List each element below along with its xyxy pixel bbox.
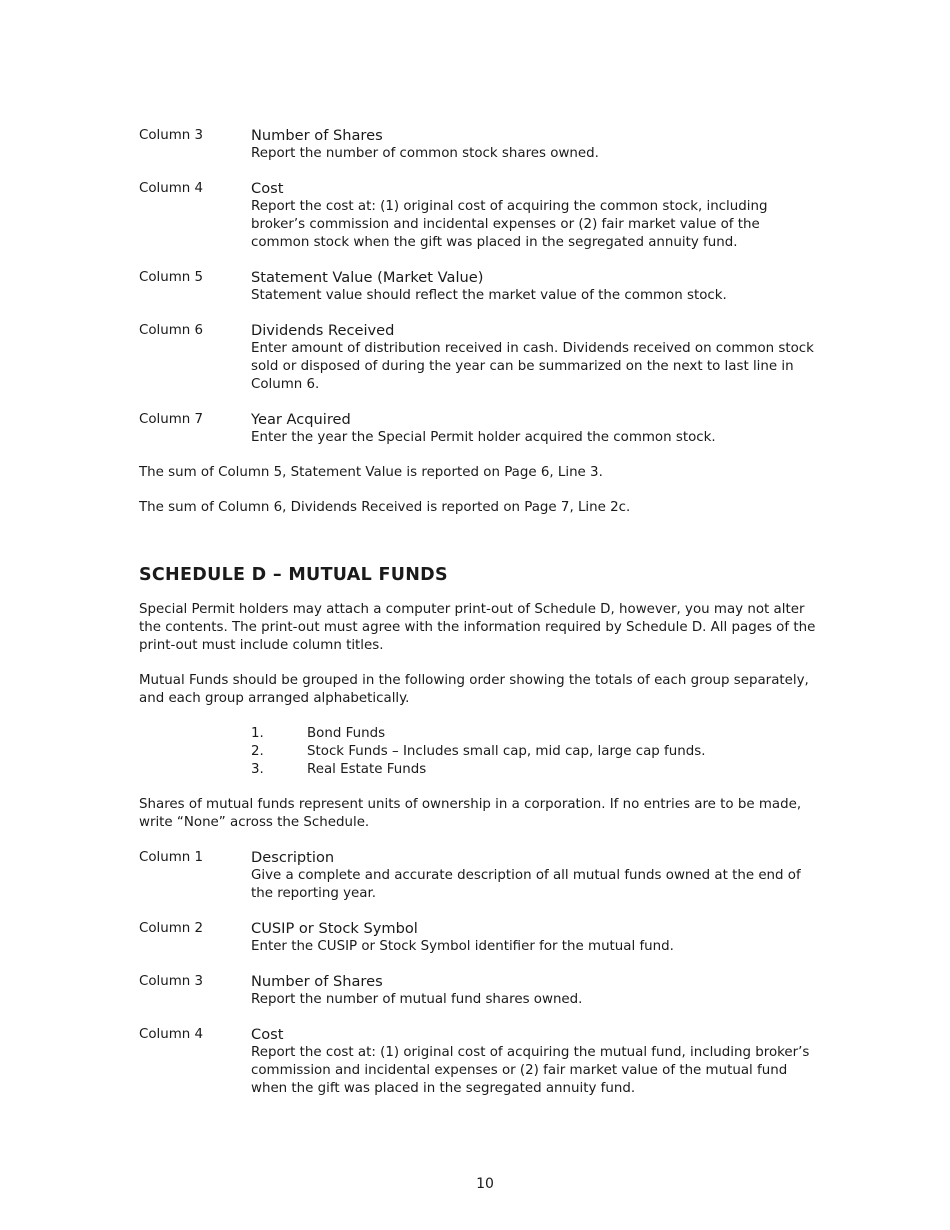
column-entry: [139, 973, 839, 1009]
column-entry: [139, 920, 839, 956]
list-number: 3.: [251, 762, 264, 777]
column-text-line: Enter the year the Special Permit holder acquired the common stock.: [251, 430, 716, 445]
column-label: Column 4: [139, 181, 204, 196]
column-title: Number of Shares: [251, 127, 383, 144]
column-entry: [139, 180, 839, 252]
section-heading-schedule-d: SCHEDULE D – MUTUAL FUNDS: [139, 565, 448, 585]
column-text-line: Report the number of common stock shares owned.: [251, 146, 599, 161]
list-number: 1.: [251, 726, 264, 741]
column-entry: [139, 269, 839, 305]
column-description: [251, 127, 839, 163]
column-label: Column 7: [139, 412, 204, 427]
column-text-line: commission and incidental expenses or (2) fair market value of the mutual fund: [251, 1063, 788, 1078]
spacer: [139, 163, 839, 180]
column-description: [251, 411, 839, 447]
column-label: Column 5: [139, 270, 204, 285]
column-entry: [139, 849, 839, 903]
spacer: [139, 903, 839, 920]
column-label: Column 3: [139, 974, 204, 989]
column-text-line: Column 6.: [251, 377, 320, 392]
list-text: Bond Funds: [307, 726, 386, 741]
column-text-line: Report the cost at: (1) original cost of acquiring the common stock, including: [251, 199, 768, 214]
spacer: [139, 1098, 839, 1115]
column-text-line: Statement value should reflect the market value of the common stock.: [251, 288, 727, 303]
column-title: Cost: [251, 180, 284, 197]
column-title: Cost: [251, 1026, 284, 1043]
common-stock-column-list: [139, 127, 839, 464]
column-description: [251, 849, 839, 903]
text-line: and each group arranged alphabetically.: [139, 691, 410, 706]
column-text-line: when the gift was placed in the segregated annuity fund.: [251, 1081, 636, 1096]
column-title: Dividends Received: [251, 322, 395, 339]
column-description: [251, 180, 839, 252]
column-text-line: Enter the CUSIP or Stock Symbol identifier for the mutual fund.: [251, 939, 674, 954]
column-text-line: sold or disposed of during the year can be summarized on the next to last line in: [251, 359, 794, 374]
spacer: [139, 447, 839, 464]
column-text-line: common stock when the gift was placed in the segregated annuity fund.: [251, 235, 738, 250]
column-text-line: Report the number of mutual fund shares owned.: [251, 992, 583, 1007]
list-number: 2.: [251, 744, 264, 759]
column-label: Column 1: [139, 850, 204, 865]
column-description: [251, 973, 839, 1009]
spacer: [139, 1009, 839, 1026]
sum-column6-note: The sum of Column 6, Dividends Received is reported on Page 7, Line 2c.: [139, 500, 631, 515]
list-text: Stock Funds – Includes small cap, mid cap, large cap funds.: [307, 744, 706, 759]
column-description: [251, 920, 839, 956]
spacer: [139, 394, 839, 411]
column-description: [251, 1026, 839, 1098]
list-item: [139, 725, 839, 743]
text-line: the contents. The print-out must agree with the information required by Schedule D. All pages of the: [139, 620, 816, 635]
spacer: [139, 305, 839, 322]
text-line: print-out must include column titles.: [139, 638, 384, 653]
column-label: Column 6: [139, 323, 204, 338]
document-page: [139, 127, 839, 1115]
column-title: Statement Value (Market Value): [251, 269, 484, 286]
column-text-line: broker’s commission and incidental expenses or (2) fair market value of the: [251, 217, 760, 232]
list-text: Real Estate Funds: [307, 762, 427, 777]
mutual-fund-column-list: [139, 849, 839, 1115]
column-title: Description: [251, 849, 335, 866]
column-description: [251, 322, 839, 394]
column-label: Column 3: [139, 128, 204, 143]
column-title: Year Acquired: [251, 411, 351, 428]
spacer: [139, 252, 839, 269]
column-description: [251, 269, 839, 305]
sum-column5-note: The sum of Column 5, Statement Value is reported on Page 6, Line 3.: [139, 465, 603, 480]
column-entry: [139, 322, 839, 394]
text-line: Shares of mutual funds represent units of ownership in a corporation. If no entries are to be made,: [139, 797, 802, 812]
column-text-line: the reporting year.: [251, 886, 376, 901]
column-entry: [139, 1026, 839, 1098]
page-number: 10: [476, 1176, 494, 1192]
text-line: Special Permit holders may attach a computer print-out of Schedule D, however, you may not alter: [139, 602, 805, 617]
fund-group-list: [139, 725, 839, 779]
column-title: Number of Shares: [251, 973, 383, 990]
text-line: Mutual Funds should be grouped in the following order showing the totals of each group separately,: [139, 673, 809, 688]
shares-paragraph: [139, 796, 839, 832]
list-item: [139, 743, 839, 761]
column-text-line: Give a complete and accurate description of all mutual funds owned at the end of: [251, 868, 801, 883]
column-entry: [139, 127, 839, 163]
list-item: [139, 761, 839, 779]
column-label: Column 4: [139, 1027, 204, 1042]
column-label: Column 2: [139, 921, 204, 936]
column-title: CUSIP or Stock Symbol: [251, 920, 418, 937]
text-line: write “None” across the Schedule.: [139, 815, 370, 830]
spacer: [139, 956, 839, 973]
column-entry: [139, 411, 839, 447]
column-text-line: Enter amount of distribution received in cash. Dividends received on common stock: [251, 341, 814, 356]
intro-paragraph: [139, 601, 839, 655]
grouping-paragraph: [139, 672, 839, 708]
column-text-line: Report the cost at: (1) original cost of acquiring the mutual fund, including broker’s: [251, 1045, 810, 1060]
